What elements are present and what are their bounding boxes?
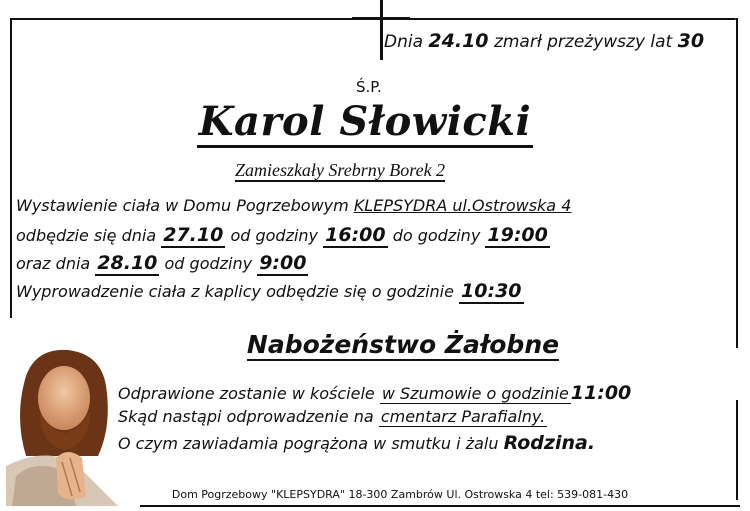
viewing-time-from-2: 9:00 <box>259 252 307 274</box>
viewing-line-2 <box>16 224 550 246</box>
viewing-time-from-1: 16:00 <box>325 224 386 246</box>
service-text: O czym zawiadamia pogrążona w smutku i żalu <box>118 434 499 453</box>
mass-time: 11:00 <box>570 382 632 404</box>
deceased-name: Karol Słowicki <box>197 98 533 148</box>
praying-jesus-portrait <box>6 346 118 506</box>
footer-contact: Dom Pogrzebowy "KLEPSYDRA" 18-300 Zambrów Ul. Ostrowska 4 tel: 539-081-430 <box>171 488 629 501</box>
viewing-text: Wyprowadzenie ciała z kaplicy odbędzie się o godzinie <box>16 282 454 301</box>
service-text: Skąd nastąpi odprowadzenie na <box>118 407 374 426</box>
viewing-line-4 <box>16 280 524 302</box>
cemetery: cmentarz Parafialny. <box>380 407 546 426</box>
service-text: Odprawione zostanie w kościele <box>118 384 375 403</box>
viewing-place: KLEPSYDRA ul.Ostrowska 4 <box>353 196 572 215</box>
viewing-time-to-1: 19:00 <box>487 224 548 246</box>
service-title: Nabożeństwo Żałobne <box>246 330 560 359</box>
viewing-text: odbędzie się dnia <box>16 226 157 245</box>
departure-time: 10:30 <box>461 280 522 302</box>
viewing-date-1: 27.10 <box>163 224 224 246</box>
sp-prefix: Ś.P. <box>356 78 382 96</box>
frame-right-lower-border <box>736 400 738 500</box>
church-place: w Szumowie o godzinie <box>381 384 569 403</box>
viewing-line-1 <box>16 196 571 215</box>
residence-wrap <box>0 160 680 181</box>
service-line-1 <box>118 382 631 404</box>
frame-right-border <box>736 18 738 348</box>
death-middle: zmarł przeżywszy lat <box>493 32 673 52</box>
viewing-text: do godziny <box>392 226 481 245</box>
viewing-date-2: 28.10 <box>97 252 158 274</box>
viewing-text: Wystawienie ciała w Domu Pogrzebowym <box>16 196 349 215</box>
service-line-3 <box>118 432 595 454</box>
viewing-line-3 <box>16 252 308 274</box>
age: 30 <box>677 30 705 52</box>
death-date: 24.10 <box>428 30 489 52</box>
death-announcement <box>384 30 704 52</box>
viewing-text: oraz dnia <box>16 254 91 273</box>
cross-icon <box>380 0 383 60</box>
cross-icon-bar <box>352 17 410 20</box>
deceased-name-wrap <box>0 98 730 145</box>
viewing-text: od godziny <box>230 226 319 245</box>
service-line-2 <box>118 407 547 426</box>
frame-bottom-border <box>140 505 740 507</box>
viewing-text: od godziny <box>164 254 253 273</box>
death-prefix: Dnia <box>384 32 424 52</box>
family: Rodzina. <box>503 432 596 454</box>
residence: Zamieszkały Srebrny Borek 2 <box>234 160 446 180</box>
